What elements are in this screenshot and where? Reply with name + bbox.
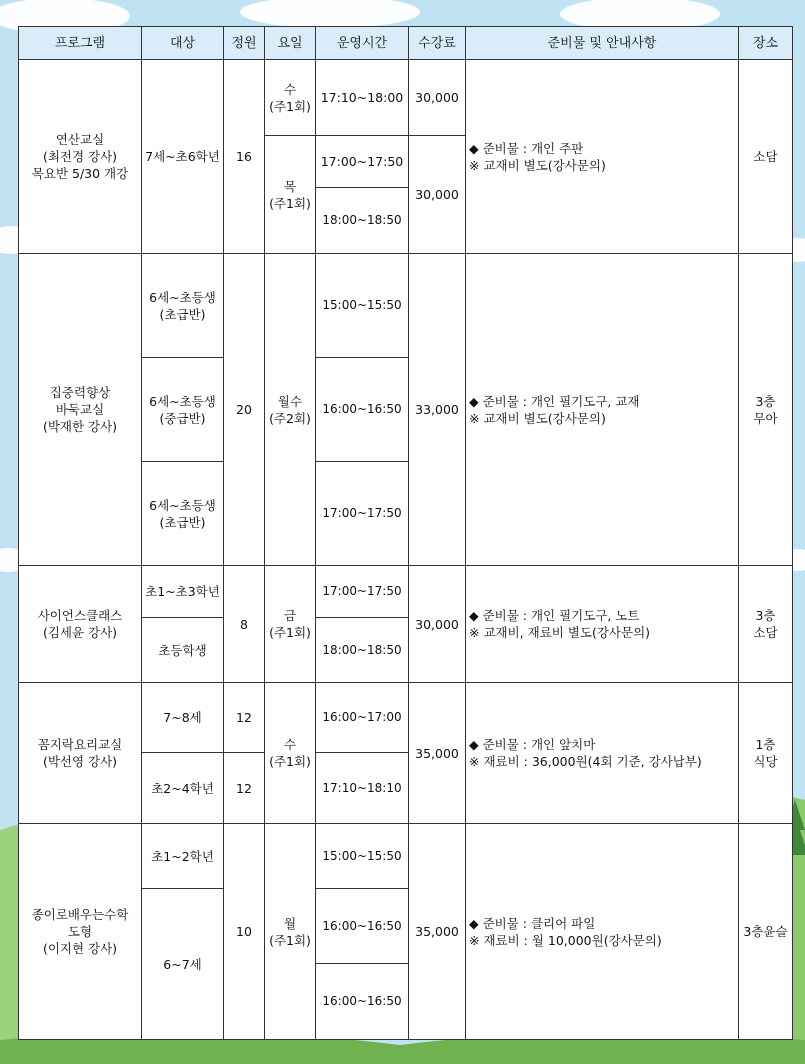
header-target: 대상 <box>142 27 224 60</box>
day <box>265 60 316 136</box>
target: 초등학생 <box>142 618 224 683</box>
day <box>265 566 316 683</box>
place-floor: 3층 <box>755 393 776 409</box>
day-frequency: (주1회) <box>269 754 311 769</box>
day-label: 월수 <box>277 393 303 409</box>
table-header-row <box>19 27 793 60</box>
program-title: 바둑교실 <box>55 402 105 417</box>
fee: 30,000 <box>409 136 466 254</box>
note-fee: ※ 교재비 별도(강사문의) <box>469 157 606 173</box>
program-instructor: (최전경 강사) <box>42 149 118 164</box>
day-frequency: (주1회) <box>269 625 311 640</box>
table-row <box>19 60 793 136</box>
day-label: 수 <box>283 81 297 97</box>
program-name <box>19 254 142 566</box>
place-label: 소담 <box>753 149 778 164</box>
time: 16:00~16:50 <box>316 964 409 1040</box>
fee: 35,000 <box>409 824 466 1040</box>
place-room: 소담 <box>753 625 778 640</box>
time: 16:00~16:50 <box>316 889 409 964</box>
fee: 30,000 <box>409 566 466 683</box>
notes <box>466 566 739 683</box>
capacity: 12 <box>224 683 265 753</box>
note-supplies: ◆ 준비물 : 개인 필기도구, 노트 <box>469 608 640 623</box>
place-floor: 3층 <box>755 608 776 623</box>
header-program: 프로그램 <box>19 27 142 60</box>
notes <box>466 254 739 566</box>
capacity: 16 <box>224 60 265 254</box>
day-frequency: (주1회) <box>269 195 311 211</box>
note-fee: ※ 교재비 별도(강사문의) <box>469 410 606 426</box>
time: 17:00~17:50 <box>316 136 409 188</box>
day-label: 금 <box>283 608 297 623</box>
program-title: 집중력향상 <box>49 385 111 400</box>
fee: 33,000 <box>409 254 466 566</box>
place-room: 무아 <box>753 410 778 426</box>
header-notes: 준비물 및 안내사항 <box>466 27 739 60</box>
target <box>142 358 224 462</box>
time: 17:00~17:50 <box>316 566 409 618</box>
target-level: (초급반) <box>159 514 206 530</box>
day <box>265 136 316 254</box>
day-frequency: (주1회) <box>269 932 311 948</box>
time: 18:00~18:50 <box>316 188 409 254</box>
capacity: 8 <box>224 566 265 683</box>
program-title: 사이언스클래스 <box>37 608 123 623</box>
place <box>739 60 793 254</box>
note-supplies: ◆ 준비물 : 개인 필기도구, 교재 <box>469 393 640 409</box>
program-extra: 목요반 5/30 개강 <box>31 166 129 181</box>
day-frequency: (주2회) <box>269 410 311 426</box>
place <box>739 566 793 683</box>
note-supplies: ◆ 준비물 : 개인 주판 <box>469 140 584 156</box>
note-fee: ※ 재료비 : 36,000원(4회 기준, 강사납부) <box>469 754 702 769</box>
target-age: 6세~초등생 <box>149 393 216 409</box>
target: 6~7세 <box>142 889 224 1040</box>
note-fee: ※ 교재비, 재료비 별도(강사문의) <box>469 625 651 640</box>
target-level: (초급반) <box>159 306 206 322</box>
target: 초1~2학년 <box>142 824 224 889</box>
program-name <box>19 60 142 254</box>
program-instructor: (박선영 강사) <box>42 754 118 769</box>
program-name <box>19 683 142 824</box>
notes <box>466 683 739 824</box>
fee: 35,000 <box>409 683 466 824</box>
header-capacity: 정원 <box>224 27 265 60</box>
note-fee: ※ 재료비 : 월 10,000원(강사문의) <box>469 932 662 948</box>
program-name <box>19 566 142 683</box>
table-row <box>19 566 793 618</box>
capacity: 20 <box>224 254 265 566</box>
day-label: 월 <box>283 915 297 931</box>
program-title: 종이로배우는수학 <box>31 907 129 922</box>
program-instructor: (이지현 강사) <box>42 941 118 956</box>
note-supplies: ◆ 준비물 : 개인 앞치마 <box>469 737 596 752</box>
place-label: 3층윤슬 <box>743 924 788 939</box>
day-frequency: (주1회) <box>269 98 311 114</box>
place <box>739 824 793 1040</box>
time: 18:00~18:50 <box>316 618 409 683</box>
table-row <box>19 824 793 889</box>
target: 초2~4학년 <box>142 753 224 824</box>
program-schedule-table <box>18 26 793 1040</box>
notes <box>466 60 739 254</box>
header-time: 운영시간 <box>316 27 409 60</box>
time: 16:00~16:50 <box>316 358 409 462</box>
capacity: 10 <box>224 824 265 1040</box>
target-age: 6세~초등생 <box>149 497 216 513</box>
fee: 30,000 <box>409 60 466 136</box>
program-title: 연산교실 <box>55 132 105 147</box>
header-place: 장소 <box>739 27 793 60</box>
program-instructor: (김세윤 강사) <box>42 625 118 640</box>
place-room: 식당 <box>753 754 778 769</box>
time: 15:00~15:50 <box>316 254 409 358</box>
day <box>265 824 316 1040</box>
target: 7세~초6학년 <box>142 60 224 254</box>
target: 초1~초3학년 <box>142 566 224 618</box>
table-row <box>19 254 793 358</box>
target-level: (중급반) <box>159 410 206 426</box>
target: 7~8세 <box>142 683 224 753</box>
time: 15:00~15:50 <box>316 824 409 889</box>
header-day: 요일 <box>265 27 316 60</box>
target-age: 6세~초등생 <box>149 289 216 305</box>
place-floor: 1층 <box>755 737 776 752</box>
time: 17:10~18:00 <box>316 60 409 136</box>
place <box>739 254 793 566</box>
time: 17:10~18:10 <box>316 753 409 824</box>
day <box>265 254 316 566</box>
day-label: 목 <box>283 178 297 194</box>
table-row <box>19 683 793 753</box>
time: 16:00~17:00 <box>316 683 409 753</box>
note-supplies: ◆ 준비물 : 클리어 파일 <box>469 915 596 931</box>
day <box>265 683 316 824</box>
program-title: 꼼지락요리교실 <box>37 737 123 752</box>
place <box>739 683 793 824</box>
notes <box>466 824 739 1040</box>
day-label: 수 <box>283 737 297 752</box>
program-instructor: (박재한 강사) <box>42 419 118 434</box>
program-title: 도형 <box>67 924 93 939</box>
target <box>142 254 224 358</box>
time: 17:00~17:50 <box>316 462 409 566</box>
capacity: 12 <box>224 753 265 824</box>
header-fee: 수강료 <box>409 27 466 60</box>
target <box>142 462 224 566</box>
program-name <box>19 824 142 1040</box>
